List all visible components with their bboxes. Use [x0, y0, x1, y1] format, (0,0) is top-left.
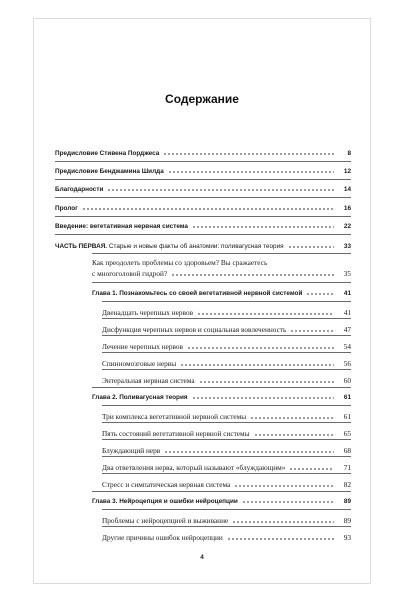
page-title: Содержание — [165, 92, 239, 106]
toc-entry-page: 12 — [343, 168, 351, 175]
divider — [55, 216, 351, 217]
toc-entry-section[interactable] — [102, 463, 351, 472]
toc-entry-page: 71 — [343, 463, 351, 472]
toc-entry-page: 14 — [343, 186, 351, 193]
divider — [102, 301, 351, 302]
toc-entry-section[interactable] — [102, 412, 351, 421]
toc-entry-chapter-1[interactable] — [92, 290, 351, 297]
toc-entry-page: 56 — [343, 359, 351, 368]
divider — [102, 509, 351, 510]
divider — [102, 335, 351, 336]
toc-entry-page: 16 — [343, 205, 351, 212]
divider — [92, 282, 351, 283]
dot-leader — [164, 451, 334, 453]
toc-entry-label — [55, 243, 284, 250]
toc-entry-page: 8 — [347, 150, 351, 157]
toc-entry-label: Предисловие Бенджамина Шилда — [55, 168, 164, 175]
toc-entry-section[interactable] — [102, 308, 351, 317]
divider — [102, 352, 351, 353]
toc-entry-label: Другие причины ошибок нейроцепции — [102, 533, 223, 542]
dot-leader — [168, 171, 334, 173]
dot-leader — [187, 347, 334, 349]
divider — [102, 456, 351, 457]
dot-leader — [306, 293, 334, 295]
dot-leader — [107, 189, 334, 191]
toc-entry-label: Дисфункция черепных нервов и социальная вовлеченность — [102, 325, 287, 334]
toc-entry-page: 54 — [343, 342, 351, 351]
toc-entry-page: 61 — [343, 412, 351, 421]
toc-entry-page: 35 — [343, 269, 351, 278]
toc-entry-page: 60 — [343, 376, 351, 385]
divider — [102, 473, 351, 474]
toc-entry-label: Пять состояний вегетативной нервной системы — [102, 429, 250, 438]
toc-entry-label: Спинномозговые нервы — [102, 359, 177, 368]
dot-leader — [290, 330, 334, 332]
dot-leader — [180, 364, 334, 366]
toc-entry-page: 68 — [343, 446, 351, 455]
dot-leader — [192, 226, 334, 228]
dot-leader — [288, 246, 334, 248]
divider — [102, 405, 351, 406]
toc-entry-page: 22 — [343, 223, 351, 230]
divider — [102, 526, 351, 527]
divider — [102, 318, 351, 319]
toc-entry-chapter-3[interactable] — [92, 498, 351, 505]
toc-entry-section[interactable] — [102, 446, 351, 455]
toc-entry-page: 82 — [343, 480, 351, 489]
toc-entry-section[interactable] — [102, 429, 351, 438]
dot-leader — [163, 153, 334, 155]
toc-entry-label: Благодарности — [55, 186, 104, 193]
divider — [92, 253, 351, 254]
toc-entry-preface-shield[interactable] — [55, 168, 351, 175]
toc-entry-page: 47 — [343, 325, 351, 334]
divider — [92, 491, 351, 492]
divider — [55, 179, 351, 180]
toc-entry-page: 33 — [343, 243, 351, 250]
part-title: Старые и новые факты об анатомии: поливагусная теория — [107, 243, 284, 250]
toc-entry-section[interactable] — [102, 480, 351, 489]
toc-entry-introduction[interactable] — [55, 223, 351, 230]
divider — [55, 234, 351, 235]
dot-leader — [242, 501, 334, 503]
toc-entry-page: 93 — [343, 533, 351, 542]
toc-entry-chapter-2[interactable] — [92, 394, 351, 401]
toc-entry-section[interactable] — [102, 516, 351, 525]
page-number: 4 — [200, 554, 204, 561]
dot-leader — [199, 381, 334, 383]
divider — [102, 369, 351, 370]
toc-entry-page: 41 — [343, 290, 351, 297]
dot-leader — [232, 521, 334, 523]
toc-entry-label: Предисловие Стивена Порджеса — [55, 150, 160, 157]
toc-entry-section[interactable] — [102, 376, 351, 385]
dot-leader — [254, 434, 334, 436]
toc-entry-page: 89 — [343, 516, 351, 525]
divider — [102, 422, 351, 423]
toc-entry-page: 41 — [343, 308, 351, 317]
dot-leader — [197, 313, 334, 315]
toc-entry-acknowledgements[interactable] — [55, 186, 351, 193]
dot-leader — [250, 417, 334, 419]
part-number: ЧАСТЬ ПЕРВАЯ. — [55, 243, 108, 250]
toc-entry-label: Энтеральная нервная система — [102, 376, 195, 385]
toc-entry-page: 61 — [343, 394, 351, 401]
dot-leader — [192, 397, 334, 399]
dot-leader — [171, 274, 334, 276]
toc-entry-label: Лечение черепных нервов — [102, 342, 183, 351]
toc-entry-section[interactable] — [102, 359, 351, 368]
divider — [92, 387, 351, 388]
toc-entry-label: Три комплекса вегетативной нервной системы — [102, 412, 247, 421]
toc-entry-label: Глава 1. Познакомьтесь со своей вегетативной нервной системой — [92, 290, 303, 297]
toc-entry-label: Блуждающий нерв — [102, 446, 161, 455]
toc-entry-section[interactable] — [102, 533, 351, 542]
toc-entry-part-one-intro[interactable] — [92, 258, 351, 278]
toc-entry-label: Глава 2. Поливагусная теория — [92, 394, 188, 401]
toc-entry-page: 89 — [343, 498, 351, 505]
toc-entry-label: Двенадцать черепных нервов — [102, 308, 194, 317]
dot-leader — [227, 538, 334, 540]
toc-entry-prologue[interactable] — [55, 205, 351, 212]
toc-entry-section[interactable] — [102, 325, 351, 334]
toc-entry-label: Два ответвления нерва, который называют «блуждающим» — [102, 463, 286, 472]
toc-entry-section[interactable] — [102, 342, 351, 351]
dot-leader — [234, 485, 334, 487]
toc-entry-label: Введение: вегетативная нервная система — [55, 223, 188, 230]
toc-entry-label: Глава 3. Нейроцепция и ошибки нейроцепции — [92, 498, 238, 505]
book-page — [33, 18, 371, 584]
toc-entry-label: Пролог — [55, 205, 78, 212]
toc-entry-label-line2: с многоголовой гидрой? — [92, 269, 168, 278]
toc-entry-label-line1: Как преодолеть проблемы со здоровьем? Вы сражаетесь — [92, 258, 268, 267]
toc-entry-page: 65 — [343, 429, 351, 438]
dot-leader — [289, 468, 334, 470]
toc-entry-label: Стресс и симпатическая нервная система — [102, 480, 231, 489]
toc-entry-preface-porges[interactable] — [55, 150, 351, 157]
toc-entry-label: Проблемы с нейроцепцией и выживание — [102, 516, 229, 525]
divider — [55, 161, 351, 162]
dot-leader — [82, 208, 334, 210]
toc-entry-part-one[interactable] — [55, 243, 351, 250]
divider — [102, 439, 351, 440]
divider — [55, 197, 351, 198]
